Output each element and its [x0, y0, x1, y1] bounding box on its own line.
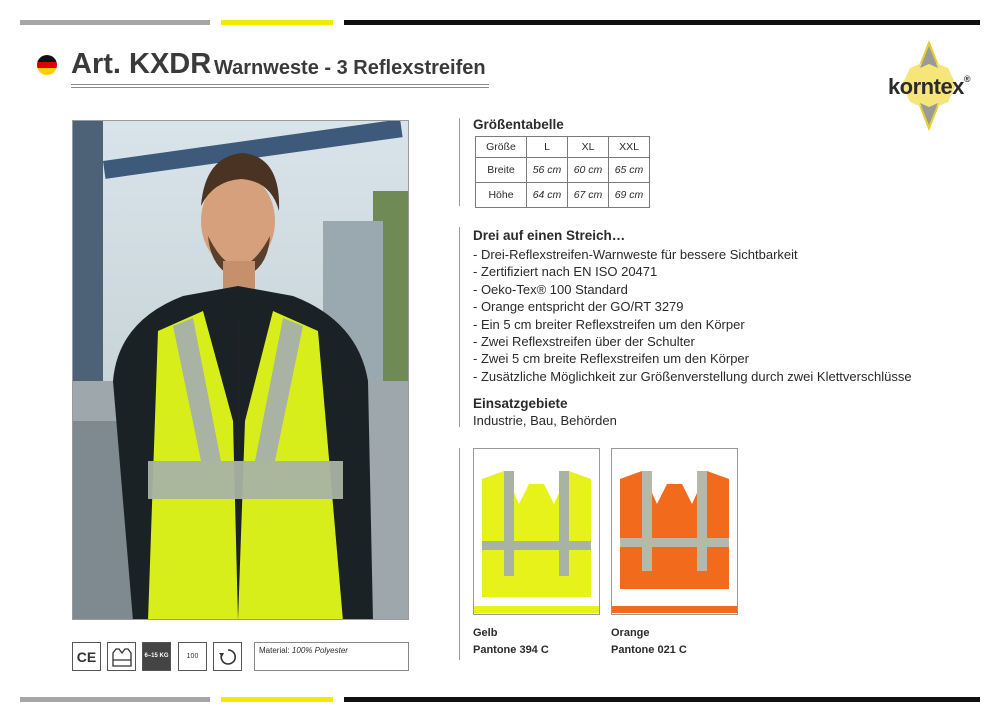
product-photo — [72, 120, 409, 620]
table-row-label: Breite — [476, 158, 527, 183]
title-underline-2 — [71, 87, 489, 88]
list-item: - Drei-Reflexstreifen-Warnweste für bessere Sichtbarkeit — [473, 247, 798, 262]
material-value: 100% Polyester — [291, 646, 348, 655]
variant-orange-image — [611, 448, 738, 615]
bottom-bar-gray — [20, 697, 210, 702]
size-table-title: Größentabelle — [473, 117, 564, 132]
hi-vis-vest-icon — [107, 642, 136, 671]
features-title: Drei auf einen Streich… — [473, 228, 626, 243]
orange-color-swatch — [612, 606, 737, 613]
registered-mark: ® — [963, 74, 971, 84]
list-item: - Zwei 5 cm breite Reflexstreifen um den Körper — [473, 351, 749, 367]
table-cell: 69 cm — [609, 183, 650, 208]
ce-mark-text: CE — [76, 648, 97, 665]
table-row — [476, 183, 650, 208]
feature-list — [473, 246, 912, 385]
korntex-logo — [880, 38, 978, 133]
table-cell: 67 cm — [568, 183, 609, 208]
section-divider — [459, 227, 460, 427]
table-row-label: Höhe — [476, 183, 527, 208]
product-subtitle: Warnweste - 3 Reflexstreifen — [214, 57, 486, 79]
list-item: - Oeko-Tex® 100 Standard — [473, 281, 628, 297]
man-wearing-vest-image — [73, 121, 409, 620]
ce-mark-icon — [72, 642, 101, 671]
variant-orange-pantone: Pantone 021 C — [611, 644, 687, 656]
bottom-bar-yellow — [221, 697, 333, 702]
table-cell: 60 cm — [568, 158, 609, 183]
list-item: - Zertifiziert nach EN ISO 20471 — [473, 264, 658, 280]
oeko-tex-number: 100 — [186, 653, 199, 660]
variant-yellow-image — [473, 448, 600, 615]
title-underline — [71, 84, 489, 85]
table-cell: 56 cm — [527, 158, 568, 183]
logo-text: korntex — [887, 74, 964, 99]
article-number: Art. KXDR — [71, 48, 212, 80]
einsatz-title: Einsatzgebiete — [473, 396, 568, 411]
einsatz-text: Industrie, Bau, Behörden — [473, 413, 617, 428]
recycle-icon — [213, 642, 242, 671]
yellow-vest-image — [474, 449, 599, 614]
material-label: Material: — [259, 646, 290, 655]
top-bar-black — [344, 20, 980, 25]
weight-icon — [142, 642, 171, 671]
variant-yellow-pantone: Pantone 394 C — [473, 644, 549, 656]
table-header-cell: XXL — [609, 137, 650, 158]
weight-range: 6–15 KG — [144, 653, 169, 659]
table-header-cell: L — [527, 137, 568, 158]
list-item: - Zwei Reflexstreifen über der Schulter — [473, 334, 695, 350]
variant-divider — [459, 448, 460, 660]
list-item: - Orange entspricht der GO/RT 3279 — [473, 299, 684, 315]
oeko-tex-icon — [178, 642, 207, 671]
top-bar-yellow — [221, 20, 333, 25]
table-cell: 65 cm — [609, 158, 650, 183]
material-info — [254, 642, 409, 671]
germany-flag-icon — [37, 55, 57, 75]
orange-vest-image — [612, 449, 737, 614]
yellow-color-swatch — [474, 606, 599, 613]
table-cell: 64 cm — [527, 183, 568, 208]
bottom-bar-black — [344, 697, 980, 702]
variant-orange-name: Orange — [611, 627, 650, 639]
table-header-cell: XL — [568, 137, 609, 158]
list-item: - Ein 5 cm breiter Reflexstreifen um den Körper — [473, 316, 745, 332]
top-bar-gray — [20, 20, 210, 25]
variant-yellow-name: Gelb — [473, 627, 498, 639]
size-table — [475, 136, 650, 208]
section-divider — [459, 118, 460, 206]
table-header-row — [476, 137, 650, 158]
list-item: - Zusätzliche Möglichkeit zur Größenverstellung durch zwei Klettverschlüsse — [473, 368, 912, 384]
table-header-cell: Größe — [476, 137, 527, 158]
table-row — [476, 158, 650, 183]
